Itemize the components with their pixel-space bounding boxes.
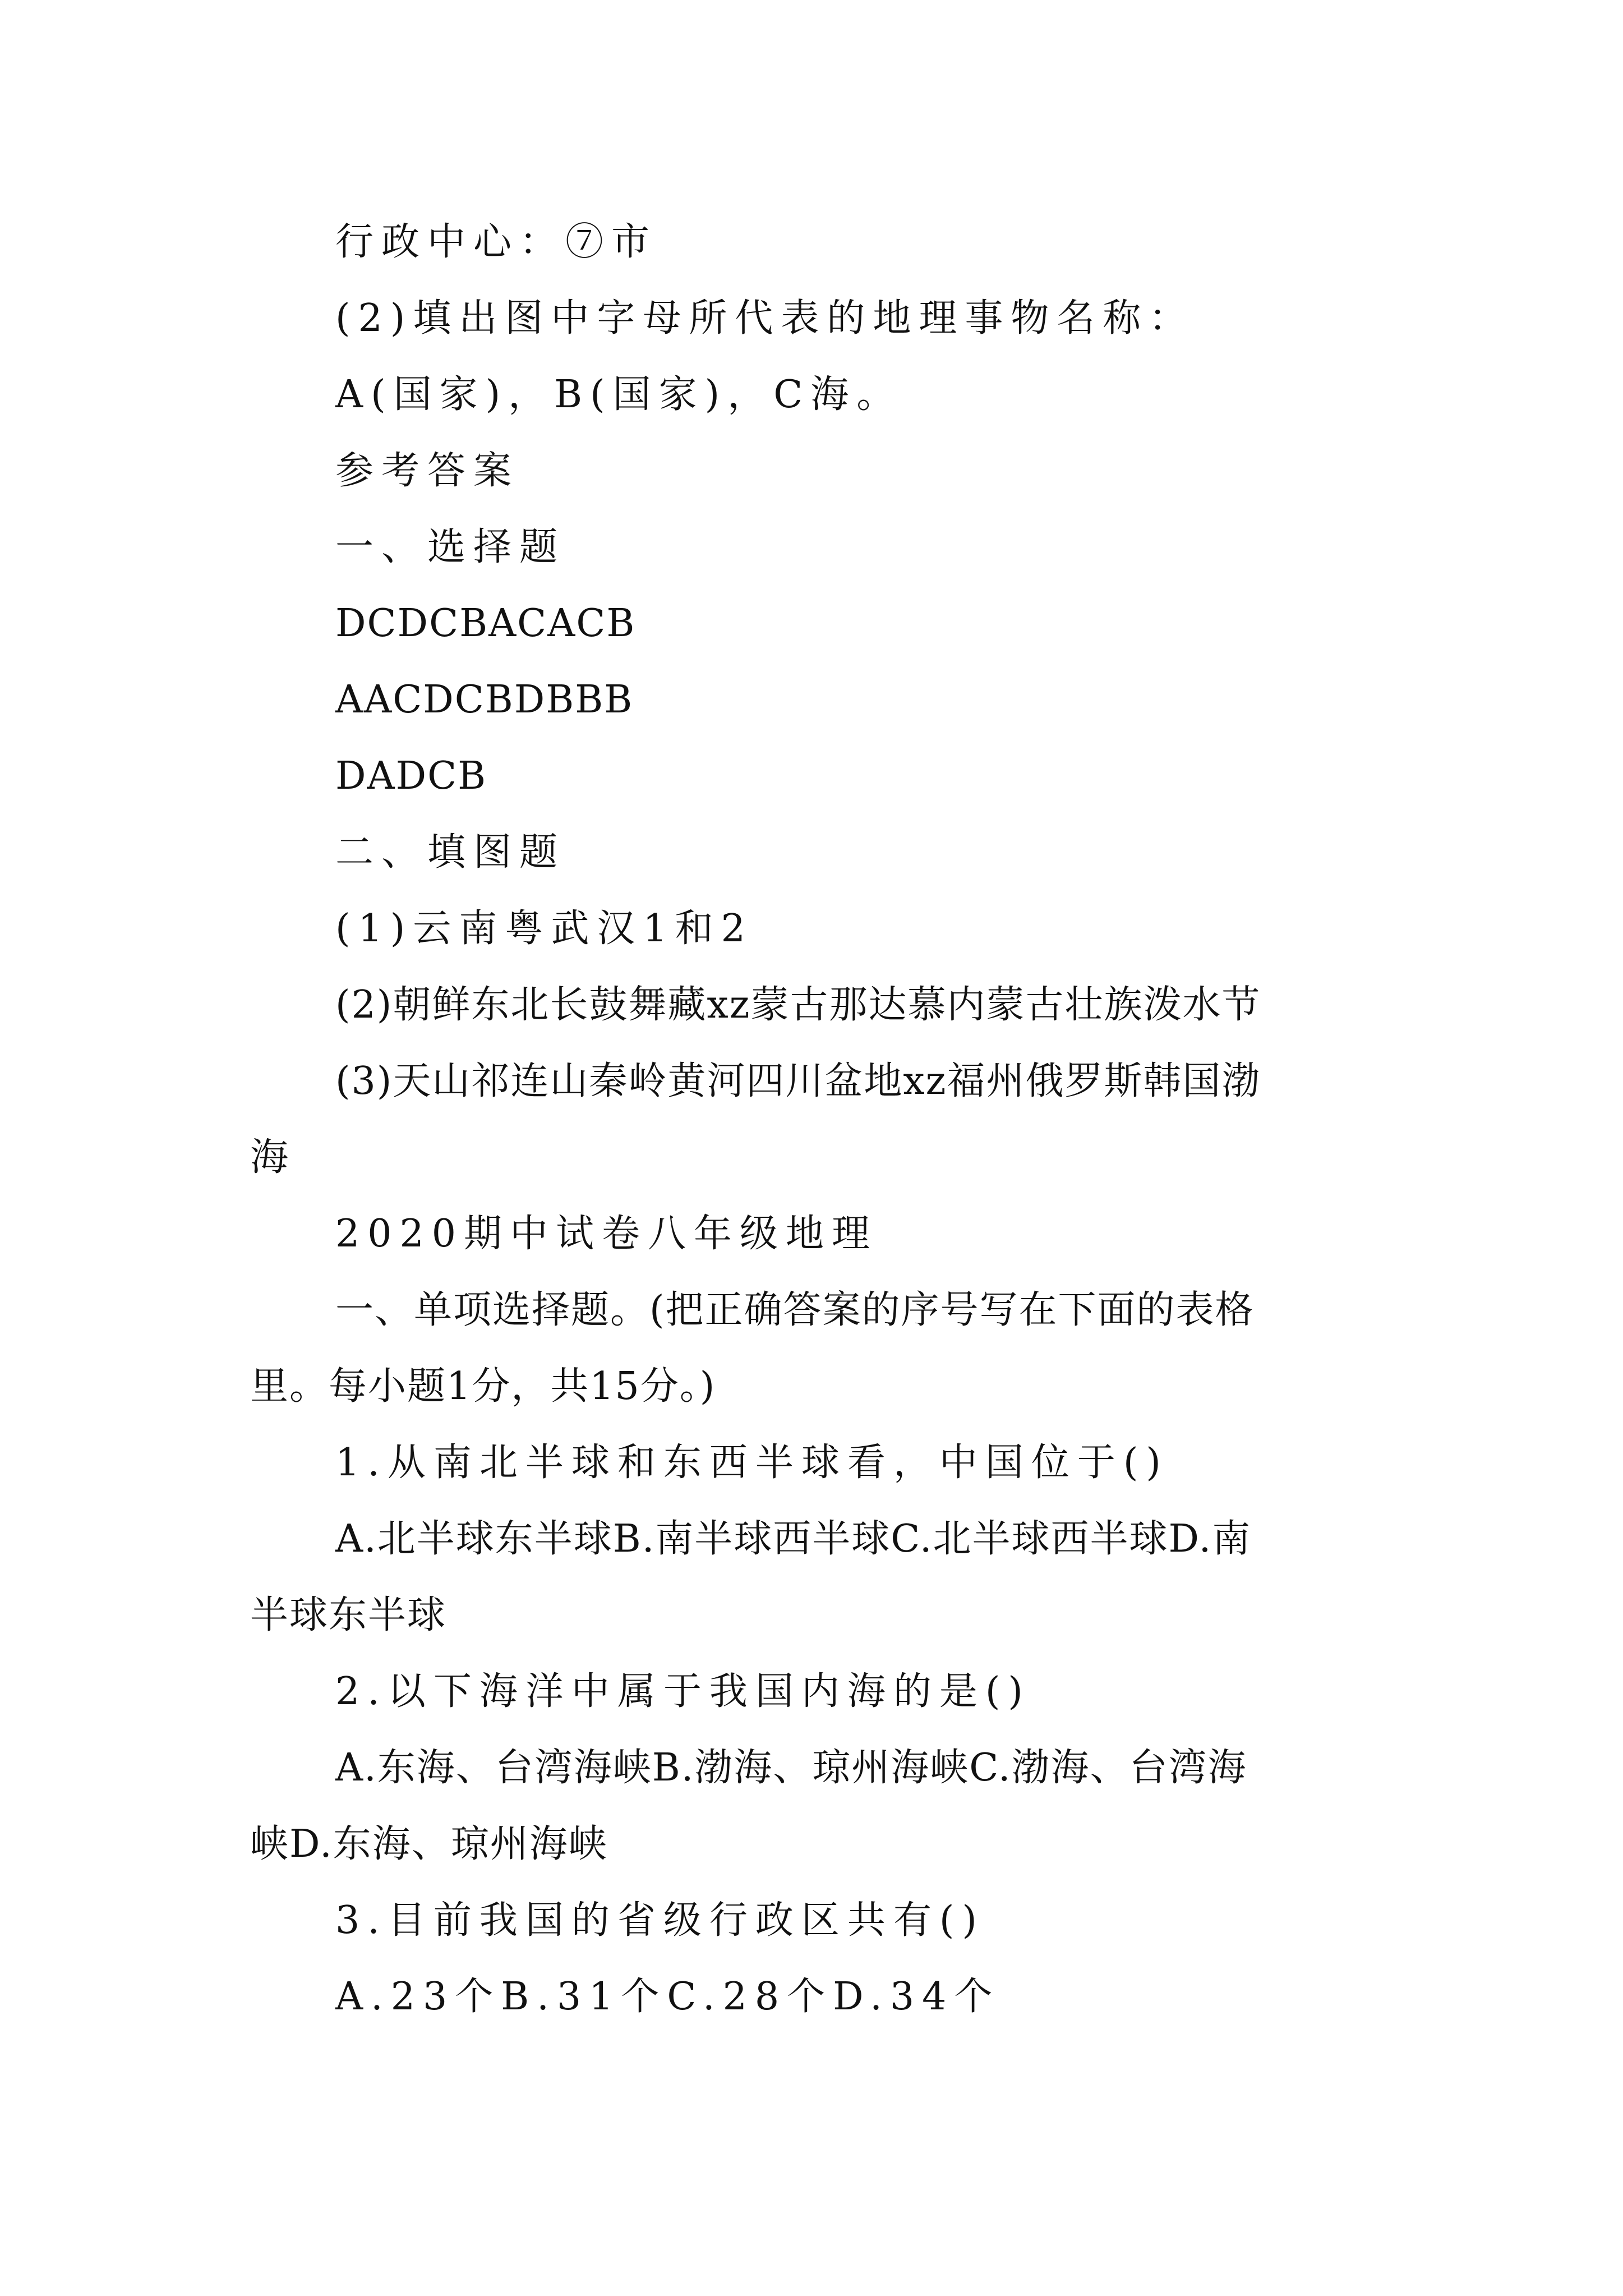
exam-title: 2020期中试卷八年级地理 — [335, 1212, 878, 1256]
text-line: (2)填出图中字母所代表的地理事物名称： — [335, 296, 1195, 341]
question-options: A.北半球东半球B.南半球西半球C.北半球西半球D.南 — [335, 1517, 1252, 1561]
section-heading: 里。每小题1分，共15分。) — [250, 1364, 716, 1409]
question-text: 1.从南北半球和东西半球看，中国位于() — [335, 1441, 1169, 1485]
question-text: 3.目前我国的省级行政区共有() — [335, 1898, 985, 1943]
answer-line: DCDCBACACB — [335, 601, 636, 646]
section-heading: 一、单项选择题。(把正确答案的序号写在下面的表格 — [335, 1288, 1255, 1332]
answer-line: DADCB — [335, 754, 487, 798]
answer-line: (1)云南粤武汉1和2 — [335, 907, 753, 951]
answer-line: (3)天山祁连山秦岭黄河四川盆地xz福州俄罗斯韩国渤 — [335, 1059, 1261, 1103]
answer-line: AACDCBDBBB — [335, 678, 634, 722]
answer-line: (2)朝鲜东北长鼓舞藏xz蒙古那达慕内蒙古壮族泼水节 — [335, 983, 1261, 1027]
text-line: A(国家)，B(国家)，C海。 — [335, 372, 903, 417]
question-options: 半球东半球 — [250, 1593, 447, 1637]
question-text: 2.以下海洋中属于我国内海的是() — [335, 1669, 1031, 1714]
question-options: 峡D.东海、琼州海峡 — [250, 1822, 608, 1866]
section-heading: 参考答案 — [335, 449, 520, 493]
question-options: A.东海、台湾海峡B.渤海、琼州海峡C.渤海、台湾海 — [335, 1746, 1247, 1790]
question-options: A.23个B.31个C.28个D.34个 — [335, 1975, 1000, 2019]
text-line: 行政中心：⑦市 — [335, 220, 658, 264]
section-heading: 一、选择题 — [335, 525, 566, 569]
section-heading: 二、填图题 — [335, 830, 566, 875]
answer-line: 海 — [250, 1135, 290, 1180]
